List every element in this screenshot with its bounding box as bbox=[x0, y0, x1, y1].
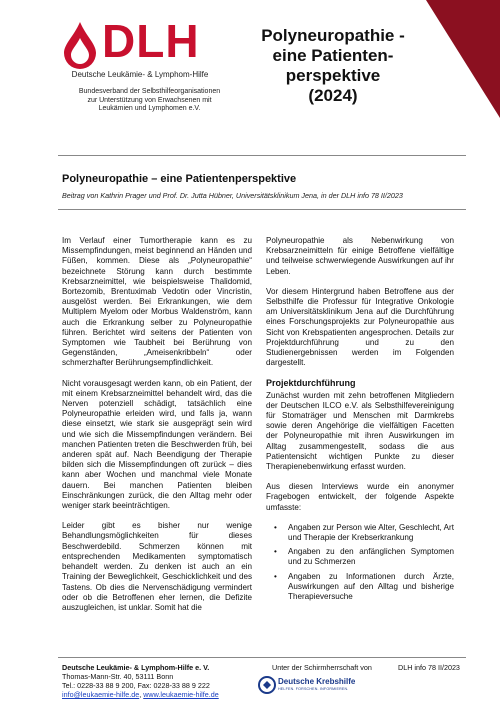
logo-text: DLH bbox=[102, 15, 200, 67]
title-line: perspektive bbox=[285, 66, 381, 85]
section-heading: Projektdurchführung bbox=[266, 378, 356, 389]
footer-links bbox=[62, 690, 262, 699]
title-line: (2024) bbox=[308, 86, 358, 105]
paragraph: Aus diesen Interviews wurde ein anonymer Fragebogen entwickelt, der folgende Aspekte umfasste: bbox=[266, 482, 454, 512]
right-column bbox=[266, 236, 454, 606]
paragraph: Vor diesem Hintergrund haben Betroffene aus der Selbsthilfe die Professur für Integrative Onkologie am Universitätsklinikum Jena auf die Durchführung eines Forschungsprojekts zur Polyneuropathie aus Sicht von Krebspatienten angesprochen. Details zur Projektdurchführung und zu den Studienergebnissen werden im Folgenden dargestellt. bbox=[266, 286, 454, 368]
article-title: Polyneuropathie – eine Patientenperspektive bbox=[62, 173, 297, 185]
title-line: Polyneuropathie - bbox=[261, 26, 405, 45]
krebshilfe-name: Deutsche Krebshilfe bbox=[278, 677, 356, 686]
aspect-list bbox=[266, 523, 454, 602]
website-link[interactable]: www.leukaemie-hilfe.de bbox=[143, 690, 219, 699]
list-item: • Angaben zur Person wie Alter, Geschlecht, Art und Therapie der Krebserkrankung bbox=[266, 523, 454, 543]
org-desc-line: Bundesverband der Selbsthilfeorganisationen bbox=[78, 88, 221, 95]
krebshilfe-logo bbox=[258, 675, 378, 695]
paragraph: Leider gibt es bisher nur wenige Behandlungsmöglichkeiten für dieses Beschwerdebild. Schmerzen können mit entsprechenden Medikamenten symptomatisch behandelt werden. Zu denken ist auch an ein Training der Beweglichkeit, Geschicklichkeit und des Tastens. Ob dies die Nervenschädigung vermindert oder ob die Betroffenen eher lernen, die Defizite auszugleichen, ist unklar. Somit hat die bbox=[62, 521, 252, 612]
footer-contact bbox=[62, 663, 262, 699]
footer-divider bbox=[58, 657, 466, 658]
paragraph: Im Verlauf einer Tumortherapie kann es zu Missempfindungen, meist beginnend an Händen und Füßen, kommen. Diese als „Polyneuropathie“ bezeichnete Störung kann durch bestimmte Krebsarzneimittel, wie beispielsweise Thalidomid, Bortezomib, Brentuximab Vedotin oder Vincristin, ausgelöst werden. Bei Erkrankungen, wie dem Multiplem Myelom oder Morbus Waldenström, kann auch die Erkrankung selber zu Polyneuropathie führen. Berichtet wird seitens der Patienten von Symptomen wie Taubheit bei Berührung von Gegenständen, „Ameisenkribbeln“ oder schmerzhafter Berührungsempfindlichkeit. bbox=[62, 236, 252, 368]
list-item: • Angaben zu den anfänglichen Symptomen und zu Schmerzen bbox=[266, 547, 454, 567]
byline-divider bbox=[58, 209, 466, 210]
header-divider bbox=[58, 155, 466, 156]
corner-triangle bbox=[426, 0, 500, 118]
footer-org: Deutsche Leukämie- & Lymphom-Hilfe e. V. bbox=[62, 663, 210, 672]
org-desc-line: Leukämien und Lymphomen e.V. bbox=[98, 105, 201, 112]
krebshilfe-emblem-icon bbox=[258, 676, 276, 694]
org-name: Deutsche Leukämie- & Lymphom-Hilfe bbox=[71, 70, 209, 79]
krebshilfe-tagline: HELFEN. FORSCHEN. INFORMIEREN. bbox=[278, 687, 349, 691]
paragraph: Zunächst wurden mit zehn betroffenen Mitgliedern der Deutschen ILCO e.V. als Selbsthilfevereinigung für Stomaträger und Menschen mit Darmkrebs sowie deren Angehörige die vielfältigen Facetten der Polyneuropathie mit ihren Auswirkungen im Alltag zusammengestellt, sodass die aus Patientensicht wichtigen Punkte zu dieser Therapienebenwirkung erfasst wurden. bbox=[266, 390, 454, 472]
title-line: eine Patienten- bbox=[272, 46, 394, 65]
paragraph: Polyneuropathie als Nebenwirkung von Krebsarzneimitteln für einige Betroffene vielfältige und teilweise schwerwiegende Auswirkungen auf ihr Leben. bbox=[266, 236, 454, 276]
footer-issue: DLH info 78 II/2023 bbox=[398, 663, 460, 672]
org-description bbox=[72, 88, 227, 114]
article-byline: Beitrag von Kathrin Prager und Prof. Dr. Jutta Hübner, Universitätsklinikum Jena, in der DLH info 78 II/2023 bbox=[62, 191, 403, 200]
footer-phone: Tel.: 0228-33 88 9 200, Fax: 0228-33 88 9 222 bbox=[62, 681, 210, 690]
paragraph: Nicht vorausgesagt werden kann, ob ein Patient, der mit einem Krebsarzneimittel behandelt wird, das die Nerven potenziell schädigt, tatsächlich eine Polyneuropathie erleiden wird, und falls ja, wann diese einsetzt, wie stark sie ausgeprägt sein wird und wie sich die Missempfindungen verändern. Bei manchen Patienten treten die Beschwerden früh, bei anderen spät auf. Nach Beendigung der Therapie bilden sich die Missempfindungen oft zurück – dies kann aber Wochen und manchmal viele Monate dauern. Bei manchen Patienten bleiben Einschränkungen zurück, die den Alltag mehr oder weniger stark beeinträchtigen. bbox=[62, 378, 252, 511]
blood-drop-icon bbox=[60, 20, 100, 70]
list-item: • Angaben zu Informationen durch Ärzte, Auswirkungen auf den Alltag und bisherige Therapieversuche bbox=[266, 572, 454, 603]
org-desc-line: zur Unterstützung von Erwachsenen mit bbox=[87, 96, 212, 104]
left-column bbox=[62, 236, 252, 623]
email-link[interactable]: info@leukaemie-hilfe.de bbox=[62, 690, 140, 699]
link-separator: , bbox=[139, 690, 144, 699]
footer-patronage: Unter der Schirmherrschaft von bbox=[272, 663, 372, 672]
document-title bbox=[243, 26, 423, 106]
footer-address: Thomas-Mann-Str. 40, 53111 Bonn bbox=[62, 672, 174, 681]
